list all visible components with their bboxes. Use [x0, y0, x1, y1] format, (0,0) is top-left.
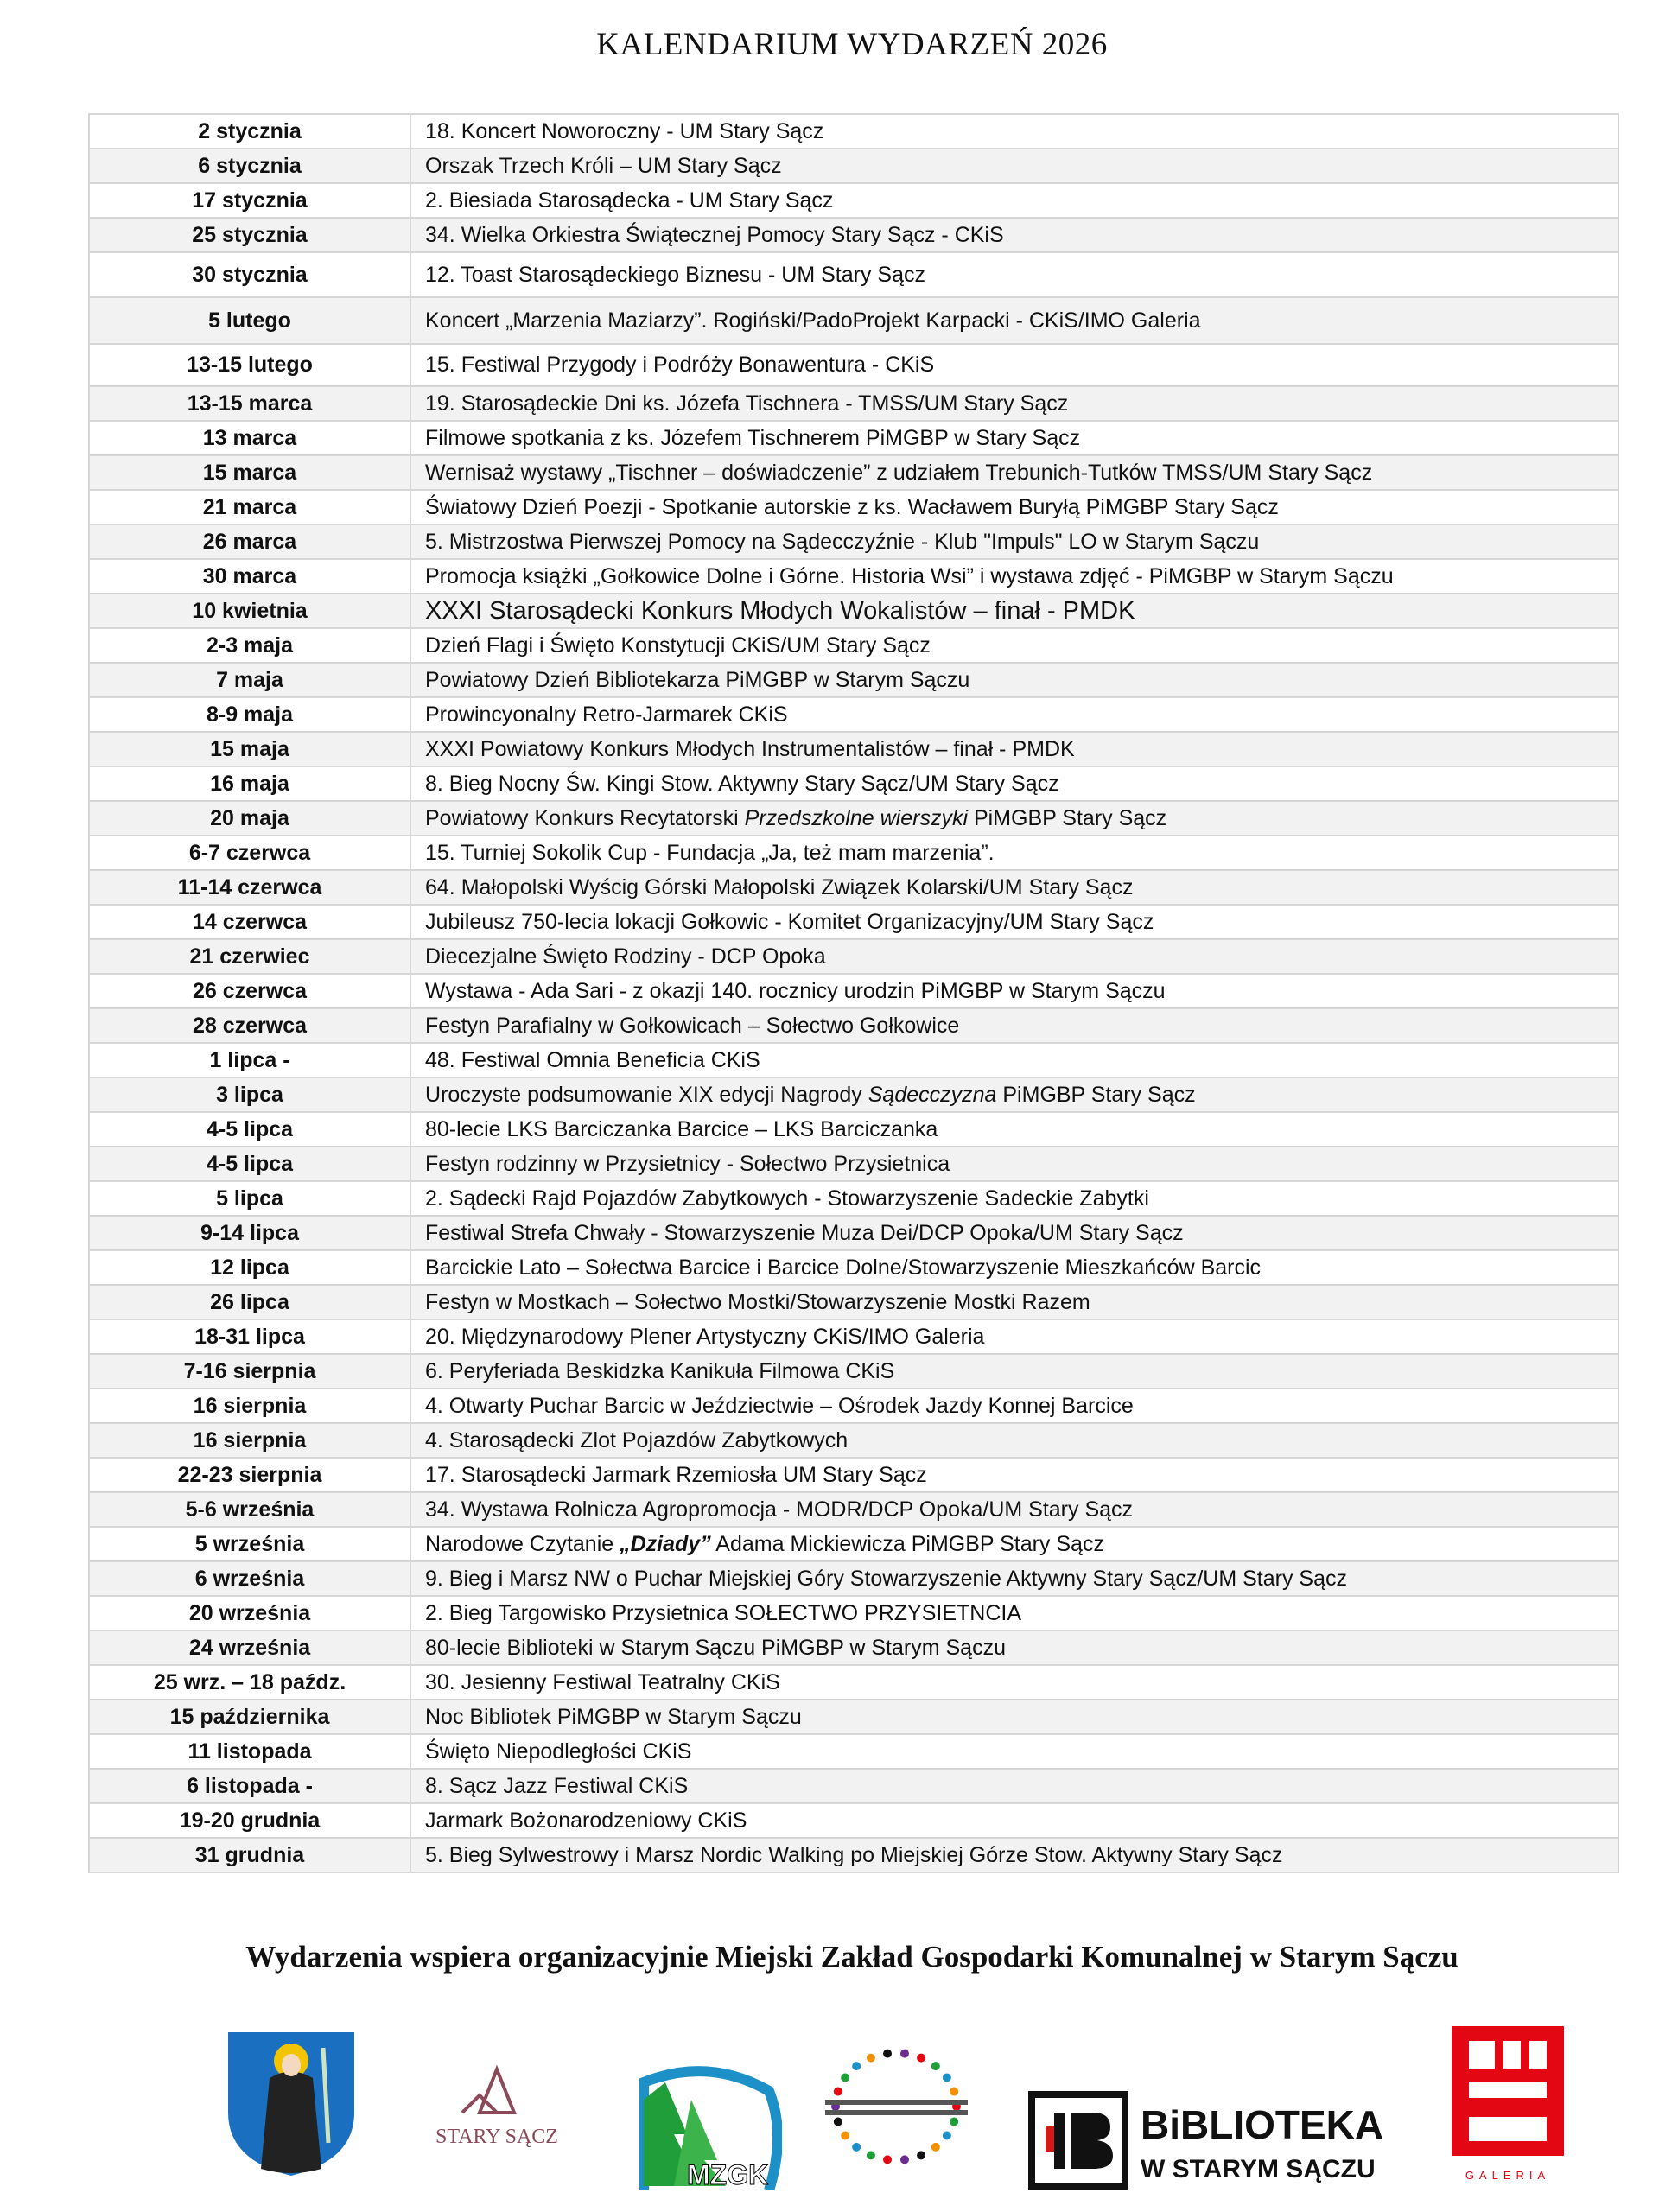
event-text: XXXI Starosądecki Konkurs Młodych Wokalistów – finał - PMDK: [425, 596, 1135, 625]
event-date: 8-9 maja: [89, 697, 410, 732]
table-row: [89, 1769, 1618, 1803]
event-date: 24 września: [89, 1630, 410, 1665]
event-description: [410, 421, 1618, 455]
table-row: [89, 1700, 1618, 1734]
event-text: 2. Sądecki Rajd Pojazdów Zabytkowych - Stowarzyszenie Sadeckie Zabytki: [425, 1185, 1149, 1211]
event-description: [410, 905, 1618, 939]
event-description: [410, 628, 1618, 663]
table-row: [89, 801, 1618, 836]
event-date: 16 sierpnia: [89, 1423, 410, 1458]
event-description: [410, 1665, 1618, 1700]
event-date: 25 wrz. – 18 paźdz.: [89, 1665, 410, 1700]
event-text: 8. Sącz Jazz Festiwal CKiS: [425, 1773, 689, 1798]
table-row: [89, 218, 1618, 252]
event-organizer: Adama Mickiewicza PiMGBP Stary Sącz: [710, 1531, 1104, 1556]
event-date: 11 listopada: [89, 1734, 410, 1769]
table-row: [89, 1181, 1618, 1216]
event-description: [410, 974, 1618, 1008]
table-row: [89, 344, 1618, 386]
event-date: 4-5 lipca: [89, 1112, 410, 1147]
event-description: [410, 149, 1618, 183]
logo-dot: [867, 2151, 875, 2159]
event-text: Filmowe spotkania z ks. Józefem Tischnerem PiMGBP w Stary Sącz: [425, 425, 1081, 450]
table-row: [89, 1354, 1618, 1389]
svg-text:W STARYM SĄCZU: W STARYM SĄCZU: [1141, 2155, 1376, 2183]
event-date: 25 stycznia: [89, 218, 410, 252]
event-description: [410, 1147, 1618, 1181]
event-text: 12. Toast Starosądeckiego Biznesu - UM Stary Sącz: [425, 262, 925, 287]
event-date: 15 maja: [89, 732, 410, 766]
event-description: [410, 1458, 1618, 1492]
event-description: [410, 1527, 1618, 1561]
event-text: 18. Koncert Noworoczny - UM Stary Sącz: [425, 118, 824, 143]
event-date: 16 maja: [89, 766, 410, 801]
event-date: 6 września: [89, 1561, 410, 1596]
event-date: 20 maja: [89, 801, 410, 836]
event-text: 9. Bieg i Marsz NW o Puchar Miejskiej Góry Stowarzyszenie Aktywny Stary Sącz/UM Stary Sącz: [425, 1566, 1347, 1591]
event-description: [410, 1250, 1618, 1285]
logo-dot: [950, 2117, 958, 2126]
event-date: 15 października: [89, 1700, 410, 1734]
event-text: Festyn w Mostkach – Sołectwo Mostki/Stowarzyszenie Mostki Razem: [425, 1289, 1090, 1314]
logo-dot: [883, 2155, 892, 2164]
table-row: [89, 183, 1618, 218]
event-description: [410, 344, 1618, 386]
event-description: [410, 1803, 1618, 1838]
event-text: XXXI Powiatowy Konkurs Młodych Instrumentalistów – finał - PMDK: [425, 736, 1075, 761]
event-description: [410, 1769, 1618, 1803]
event-text: Festiwal Strefa Chwały - Stowarzyszenie Muza Dei/DCP Opoka/UM Stary Sącz: [425, 1220, 1184, 1245]
event-description: [410, 1285, 1618, 1319]
svg-text:GALERIA: GALERIA: [1465, 2169, 1551, 2182]
logo-dot: [852, 2143, 861, 2152]
table-row: [89, 663, 1618, 697]
event-description: [410, 455, 1618, 490]
event-description: [410, 183, 1618, 218]
event-text: 2. Bieg Targowisko Przysietnica SOŁECTWO PRZYSIETNCIA: [425, 1600, 1022, 1625]
coat-of-arms-logo: [226, 2031, 356, 2177]
table-row: [89, 490, 1618, 524]
event-date: 16 sierpnia: [89, 1389, 410, 1423]
table-row: [89, 1216, 1618, 1250]
event-text: 48. Festiwal Omnia Beneficia CKiS: [425, 1047, 760, 1072]
event-text: Orszak Trzech Króli – UM Stary Sącz: [425, 153, 782, 178]
event-description: [410, 1181, 1618, 1216]
event-date: 18-31 lipca: [89, 1319, 410, 1354]
event-description: [410, 1077, 1618, 1112]
table-row: [89, 1008, 1618, 1043]
table-row: [89, 1250, 1618, 1285]
event-title-italic: „Dziady”: [620, 1531, 711, 1556]
event-description: [410, 114, 1618, 149]
event-date: 17 stycznia: [89, 183, 410, 218]
svg-text:BiBLIOTEKA: BiBLIOTEKA: [1141, 2102, 1384, 2147]
event-text: 80-lecie Biblioteki w Starym Sączu PiMGBP w Starym Sączu: [425, 1635, 1006, 1660]
event-description: [410, 1838, 1618, 1872]
event-text: 15. Turniej Sokolik Cup - Fundacja „Ja, też mam marzenia”.: [425, 840, 995, 865]
event-text: 64. Małopolski Wyścig Górski Małopolski Związek Kolarski/UM Stary Sącz: [425, 874, 1134, 899]
table-row: [89, 421, 1618, 455]
logo-dot: [900, 2155, 909, 2164]
table-row: [89, 1803, 1618, 1838]
event-description: [410, 1008, 1618, 1043]
event-date: 6-7 czerwca: [89, 836, 410, 870]
event-date: 7-16 sierpnia: [89, 1354, 410, 1389]
event-text: Barcickie Lato – Sołectwa Barcice i Barcice Dolne/Stowarzyszenie Mieszkańców Barcic: [425, 1255, 1262, 1280]
event-organizer: PiMGBP Stary Sącz: [996, 1082, 1196, 1107]
event-date: 2 stycznia: [89, 114, 410, 149]
event-date: 13-15 marca: [89, 386, 410, 421]
event-date: 11-14 czerwca: [89, 870, 410, 905]
dots-circle-logo: [817, 2046, 976, 2167]
event-date: 13-15 lutego: [89, 344, 410, 386]
event-date: 13 marca: [89, 421, 410, 455]
table-row: [89, 594, 1618, 628]
event-text: Jubileusz 750-lecia lokacji Gołkowic - Komitet Organizacyjny/UM Stary Sącz: [425, 909, 1154, 934]
logo-dot: [883, 2050, 892, 2058]
event-date: 26 marca: [89, 524, 410, 559]
svg-text:MZGK: MZGK: [687, 2159, 769, 2190]
table-row: [89, 1665, 1618, 1700]
event-date: 15 marca: [89, 455, 410, 490]
event-description: [410, 766, 1618, 801]
event-text: Prowincyonalny Retro-Jarmarek CKiS: [425, 702, 788, 727]
table-row: [89, 1596, 1618, 1630]
table-row: [89, 1423, 1618, 1458]
event-date: 7 maja: [89, 663, 410, 697]
event-text: 19. Starosądeckie Dni ks. Józefa Tischnera - TMSS/UM Stary Sącz: [425, 391, 1069, 416]
event-description: [410, 297, 1618, 344]
logo-dot: [917, 2151, 925, 2159]
event-description: [410, 1043, 1618, 1077]
table-row: [89, 1458, 1618, 1492]
event-text: Festyn rodzinny w Przysietnicy - Sołectwo Przysietnica: [425, 1151, 950, 1176]
event-date: 9-14 lipca: [89, 1216, 410, 1250]
table-row: [89, 114, 1618, 149]
logo-dot: [852, 2062, 861, 2070]
table-row: [89, 297, 1618, 344]
event-description: [410, 1354, 1618, 1389]
logo-dot: [900, 2050, 909, 2058]
logo-dot: [943, 2073, 951, 2082]
event-date: 26 czerwca: [89, 974, 410, 1008]
event-text: Powiatowy Dzień Bibliotekarza PiMGBP w Starym Sączu: [425, 667, 970, 692]
event-text: Światowy Dzień Poezji - Spotkanie autorskie z ks. Wacławem Buryłą PiMGBP Stary Sącz: [425, 494, 1279, 519]
table-row: [89, 766, 1618, 801]
event-description: [410, 524, 1618, 559]
table-row: [89, 1112, 1618, 1147]
logo-dot: [867, 2054, 875, 2063]
event-description: [410, 870, 1618, 905]
table-row: [89, 1492, 1618, 1527]
logo-dot: [841, 2132, 849, 2140]
event-text: Uroczyste podsumowanie XIX edycji Nagrody: [425, 1082, 868, 1107]
table-row: [89, 697, 1618, 732]
logo-dot: [950, 2088, 958, 2096]
table-row: [89, 1285, 1618, 1319]
event-date: 30 stycznia: [89, 252, 410, 297]
event-date: 4-5 lipca: [89, 1147, 410, 1181]
event-description: [410, 1596, 1618, 1630]
table-row: [89, 455, 1618, 490]
event-description: [410, 490, 1618, 524]
event-date: 20 września: [89, 1596, 410, 1630]
event-text: 34. Wystawa Rolnicza Agropromocja - MODR/DCP Opoka/UM Stary Sącz: [425, 1497, 1134, 1522]
event-description: [410, 1319, 1618, 1354]
event-text: 5. Mistrzostwa Pierwszej Pomocy na Sądecczyźnie - Klub "Impuls" LO w Starym Sączu: [425, 529, 1260, 554]
event-date: 21 czerwiec: [89, 939, 410, 974]
event-text: Wystawa - Ada Sari - z okazji 140. rocznicy urodzin PiMGBP w Starym Sączu: [425, 978, 1166, 1003]
svg-text:STARY SĄCZ: STARY SĄCZ: [435, 2126, 558, 2148]
event-date: 5 lutego: [89, 297, 410, 344]
logo-dot: [931, 2143, 940, 2152]
table-row: [89, 939, 1618, 974]
event-date: 6 stycznia: [89, 149, 410, 183]
table-row: [89, 974, 1618, 1008]
logo-dot: [834, 2088, 842, 2096]
table-row: [89, 1043, 1618, 1077]
logo-dot: [917, 2054, 925, 2063]
stary-sacz-logo: [428, 2061, 566, 2164]
event-text: 17. Starosądecki Jarmark Rzemiosła UM Stary Sącz: [425, 1462, 927, 1487]
event-date: 5 września: [89, 1527, 410, 1561]
table-row: [89, 1147, 1618, 1181]
event-text: Jarmark Bożonarodzeniowy CKiS: [425, 1808, 747, 1833]
event-date: 14 czerwca: [89, 905, 410, 939]
event-description: [410, 663, 1618, 697]
event-text: Festyn Parafialny w Gołkowicach – Sołectwo Gołkowice: [425, 1013, 960, 1038]
footer-note: Wydarzenia wspiera organizacyjnie Miejski Zakład Gospodarki Komunalnej w Starym Sączu: [245, 1940, 1459, 1974]
event-date: 19-20 grudnia: [89, 1803, 410, 1838]
event-title-italic: Sądecczyzna: [868, 1082, 997, 1107]
event-description: [410, 386, 1618, 421]
imo-galeria-logo: [1447, 2022, 1568, 2186]
event-text: 30. Jesienny Festiwal Teatralny CKiS: [425, 1669, 780, 1694]
event-date: 2-3 maja: [89, 628, 410, 663]
event-date: 28 czerwca: [89, 1008, 410, 1043]
event-description: [410, 697, 1618, 732]
page-title: KALENDARIUM WYDARZEŃ 2026: [596, 27, 1108, 62]
event-text: 4. Otwarty Puchar Barcic w Jeździectwie – Ośrodek Jazdy Konnej Barcice: [425, 1393, 1134, 1418]
event-description: [410, 1389, 1618, 1423]
event-description: [410, 1492, 1618, 1527]
event-date: 1 lipca -: [89, 1043, 410, 1077]
event-date: 26 lipca: [89, 1285, 410, 1319]
table-row: [89, 1838, 1618, 1872]
event-description: [410, 1700, 1618, 1734]
event-text: 20. Międzynarodowy Plener Artystyczny CKiS/IMO Galeria: [425, 1324, 985, 1349]
logo-dot: [834, 2117, 842, 2126]
event-text: Powiatowy Konkurs Recytatorski: [425, 805, 745, 830]
event-description: [410, 732, 1618, 766]
event-text: Koncert „Marzenia Maziarzy”. Rogiński/PadoProjekt Karpacki - CKiS/IMO Galeria: [425, 308, 1201, 333]
event-text: Diecezjalne Święto Rodziny - DCP Opoka: [425, 944, 826, 969]
event-date: 10 kwietnia: [89, 594, 410, 628]
table-row: [89, 252, 1618, 297]
event-text: Dzień Flagi i Święto Konstytucji CKiS/UM Stary Sącz: [425, 632, 931, 658]
mzgk-logo: [639, 2065, 782, 2190]
event-text: 8. Bieg Nocny Św. Kingi Stow. Aktywny Stary Sącz/UM Stary Sącz: [425, 771, 1059, 796]
table-row: [89, 1630, 1618, 1665]
event-description: [410, 252, 1618, 297]
event-organizer: PiMGBP Stary Sącz: [968, 805, 1167, 830]
table-row: [89, 905, 1618, 939]
event-text: Noc Bibliotek PiMGBP w Starym Sączu: [425, 1704, 802, 1729]
event-text: Święto Niepodległości CKiS: [425, 1738, 692, 1764]
event-description: [410, 1561, 1618, 1596]
event-date: 5-6 września: [89, 1492, 410, 1527]
table-row: [89, 559, 1618, 594]
event-title-italic: Przedszkolne wierszyki: [744, 805, 969, 830]
table-row: [89, 149, 1618, 183]
biblioteka-logo: [1028, 2091, 1400, 2190]
event-description: [410, 836, 1618, 870]
event-text: 34. Wielka Orkiestra Świątecznej Pomocy Stary Sącz - CKiS: [425, 222, 1004, 247]
event-text: Promocja książki „Gołkowice Dolne i Górne. Historia Wsi” i wystawa zdjęć - PiMGBP w Starym Sączu: [425, 563, 1394, 588]
event-description: [410, 559, 1618, 594]
event-description: [410, 1216, 1618, 1250]
event-description: [410, 939, 1618, 974]
event-text: Narodowe Czytanie: [425, 1531, 620, 1556]
event-date: 12 lipca: [89, 1250, 410, 1285]
event-date: 21 marca: [89, 490, 410, 524]
event-date: 30 marca: [89, 559, 410, 594]
event-date: 22-23 sierpnia: [89, 1458, 410, 1492]
table-row: [89, 1561, 1618, 1596]
table-row: [89, 1077, 1618, 1112]
table-row: [89, 836, 1618, 870]
event-date: 5 lipca: [89, 1181, 410, 1216]
event-text: Wernisaż wystawy „Tischner – doświadczenie” z udziałem Trebunich-Tutków TMSS/UM Stary Sącz: [425, 460, 1373, 485]
event-text: 4. Starosądecki Zlot Pojazdów Zabytkowych: [425, 1427, 849, 1452]
table-row: [89, 1389, 1618, 1423]
event-description: [410, 1112, 1618, 1147]
event-date: 3 lipca: [89, 1077, 410, 1112]
table-row: [89, 870, 1618, 905]
table-row: [89, 628, 1618, 663]
table-row: [89, 524, 1618, 559]
event-text: 5. Bieg Sylwestrowy i Marsz Nordic Walking po Miejskiej Górze Stow. Aktywny Stary Sącz: [425, 1842, 1283, 1867]
event-description: [410, 1423, 1618, 1458]
logo-dot: [943, 2132, 951, 2140]
event-text: 80-lecie LKS Barciczanka Barcice – LKS Barciczanka: [425, 1116, 938, 1141]
table-row: [89, 1319, 1618, 1354]
event-text: 6. Peryferiada Beskidzka Kanikuła Filmowa CKiS: [425, 1358, 895, 1383]
table-row: [89, 386, 1618, 421]
events-table: [88, 113, 1619, 1873]
event-date: 6 listopada -: [89, 1769, 410, 1803]
event-description: [410, 594, 1618, 628]
event-description: [410, 218, 1618, 252]
logo-dot: [931, 2062, 940, 2070]
event-text: 15. Festiwal Przygody i Podróży Bonawentura - CKiS: [425, 353, 935, 377]
event-description: [410, 1734, 1618, 1769]
event-date: 31 grudnia: [89, 1838, 410, 1872]
table-row: [89, 732, 1618, 766]
event-text: 2. Biesiada Starosądecka - UM Stary Sącz: [425, 188, 834, 213]
logo-dot: [841, 2073, 849, 2082]
table-row: [89, 1734, 1618, 1769]
event-description: [410, 1630, 1618, 1665]
event-description: [410, 801, 1618, 836]
table-row: [89, 1527, 1618, 1561]
